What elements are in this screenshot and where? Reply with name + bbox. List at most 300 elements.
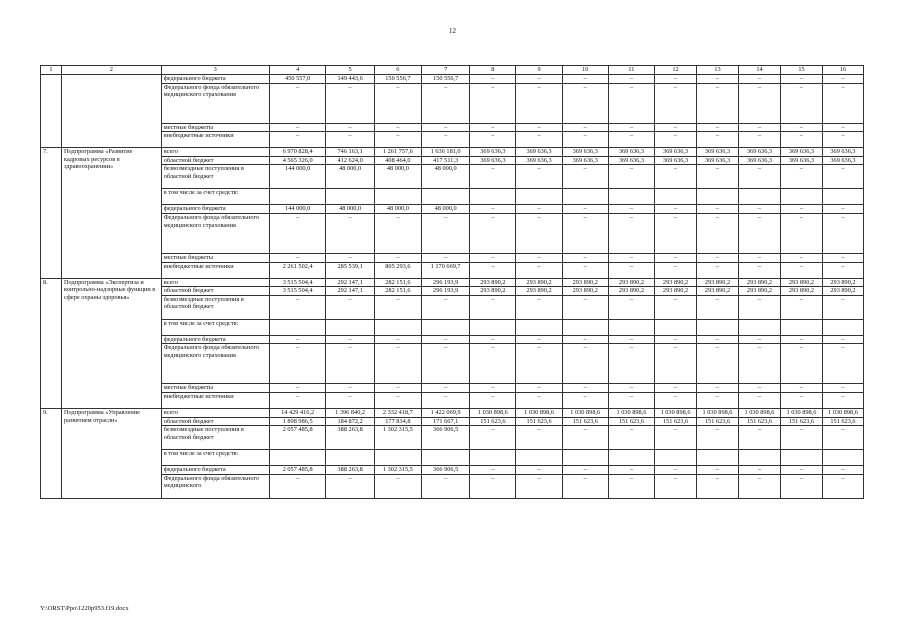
amount-cell: 1 422 069,9 (422, 408, 470, 417)
amount-cell: – (562, 295, 608, 319)
amount-cell: – (470, 83, 516, 123)
amount-cell: – (822, 213, 863, 253)
funding-source: внебюджетные источники (161, 262, 269, 278)
amount-cell: – (739, 335, 781, 344)
amount-cell: 151 623,6 (780, 417, 822, 426)
amount-cell: 3 515 504,4 (269, 287, 326, 296)
amount-cell: 417 511,3 (422, 156, 470, 165)
amount-cell: – (516, 83, 562, 123)
amount-cell: – (326, 474, 374, 498)
amount-cell: 149 443,6 (326, 75, 374, 84)
amount-cell: 171 667,1 (422, 417, 470, 426)
amount-cell: 450 557,0 (269, 75, 326, 84)
funding-source: внебюджетные источники (161, 392, 269, 408)
amount-cell: 293 890,2 (470, 278, 516, 287)
column-number: 5 (326, 66, 374, 75)
funding-source: Федерального фонда обязательного медицинского страхования (161, 344, 269, 384)
column-number: 6 (374, 66, 421, 75)
funding-source: местные бюджеты (161, 253, 269, 262)
amount-cell: 184 872,2 (326, 417, 374, 426)
amount-cell: – (326, 213, 374, 253)
amount-cell: – (780, 132, 822, 148)
amount-cell: 292 147,1 (326, 287, 374, 296)
amount-cell: 144 000,0 (269, 205, 326, 214)
funding-source: безвозмездные поступления в областной бюджет (161, 295, 269, 319)
amount-cell: – (470, 335, 516, 344)
column-number: 8 (470, 66, 516, 75)
amount-cell (655, 450, 697, 466)
amount-cell (422, 450, 470, 466)
amount-cell: 1 898 986,5 (269, 417, 326, 426)
amount-cell: 369 636,3 (697, 156, 739, 165)
amount-cell: 369 636,3 (516, 148, 562, 157)
amount-cell (269, 450, 326, 466)
column-number: 1 (41, 66, 62, 75)
amount-cell: – (739, 165, 781, 189)
amount-cell: – (422, 335, 470, 344)
amount-cell: – (470, 165, 516, 189)
amount-cell: – (780, 384, 822, 393)
amount-cell (822, 450, 863, 466)
amount-cell: – (697, 466, 739, 475)
amount-cell: 293 890,2 (697, 287, 739, 296)
amount-cell: 1 302 315,5 (374, 466, 421, 475)
amount-cell: – (655, 253, 697, 262)
table-row (41, 75, 864, 84)
amount-cell (470, 319, 516, 335)
amount-cell: 292 147,1 (326, 278, 374, 287)
amount-cell: 366 906,5 (422, 466, 470, 475)
amount-cell (374, 189, 421, 205)
amount-cell (608, 319, 654, 335)
amount-cell: – (516, 253, 562, 262)
amount-cell: – (739, 213, 781, 253)
amount-cell: 293 890,2 (655, 287, 697, 296)
amount-cell: 369 636,3 (655, 148, 697, 157)
amount-cell: – (780, 75, 822, 84)
footer-file-path: Y:\ORST\Ppo\1220p953.f19.docx (40, 605, 129, 612)
amount-cell: 151 623,6 (655, 417, 697, 426)
amount-cell: 1 170 669,7 (422, 262, 470, 278)
amount-cell: 48 000,0 (374, 205, 421, 214)
amount-cell (516, 319, 562, 335)
amount-cell: – (822, 335, 863, 344)
amount-cell: – (780, 205, 822, 214)
amount-cell (374, 319, 421, 335)
amount-cell: – (470, 205, 516, 214)
page-number: 12 (449, 27, 456, 35)
amount-cell: – (470, 384, 516, 393)
amount-cell (326, 189, 374, 205)
amount-cell: – (739, 253, 781, 262)
table-row (41, 205, 864, 214)
amount-cell: – (655, 344, 697, 384)
amount-cell: – (697, 474, 739, 498)
amount-cell: 369 636,3 (822, 156, 863, 165)
amount-cell: 293 890,2 (739, 278, 781, 287)
amount-cell (697, 189, 739, 205)
amount-cell: – (655, 474, 697, 498)
amount-cell: 150 556,7 (374, 75, 421, 84)
table-row (41, 392, 864, 408)
amount-cell: – (697, 344, 739, 384)
amount-cell: 369 636,3 (780, 148, 822, 157)
amount-cell (697, 319, 739, 335)
amount-cell: – (516, 123, 562, 132)
amount-cell (326, 450, 374, 466)
amount-cell: – (608, 75, 654, 84)
amount-cell: 3 515 504,4 (269, 278, 326, 287)
column-number-row (41, 66, 864, 75)
amount-cell: 805 293,6 (374, 262, 421, 278)
amount-cell (269, 319, 326, 335)
amount-cell: – (470, 262, 516, 278)
amount-cell: – (608, 474, 654, 498)
amount-cell: – (269, 213, 326, 253)
table-row (41, 278, 864, 287)
funding-source: безвозмездные поступления в областной бюджет (161, 426, 269, 450)
funding-source: федерального бюджета (161, 466, 269, 475)
table-row (41, 262, 864, 278)
amount-cell: – (516, 75, 562, 84)
amount-cell: – (822, 83, 863, 123)
amount-cell: – (822, 474, 863, 498)
amount-cell: – (562, 205, 608, 214)
amount-cell: 1 030 898,6 (822, 408, 863, 417)
amount-cell (269, 189, 326, 205)
subprogram-number: 7. (41, 148, 62, 278)
amount-cell: – (470, 474, 516, 498)
amount-cell: 1 396 840,2 (326, 408, 374, 417)
amount-cell: – (697, 253, 739, 262)
amount-cell: 369 636,3 (739, 156, 781, 165)
amount-cell (739, 450, 781, 466)
amount-cell (780, 189, 822, 205)
amount-cell: 293 890,2 (780, 278, 822, 287)
amount-cell: – (822, 123, 863, 132)
amount-cell: – (326, 392, 374, 408)
amount-cell: – (739, 384, 781, 393)
column-number: 13 (697, 66, 739, 75)
amount-cell: – (739, 132, 781, 148)
amount-cell: – (655, 213, 697, 253)
amount-cell: – (655, 384, 697, 393)
amount-cell: 177 834,8 (374, 417, 421, 426)
amount-cell: – (516, 295, 562, 319)
amount-cell (655, 319, 697, 335)
amount-cell: 144 000,0 (269, 165, 326, 189)
amount-cell: 293 890,2 (608, 287, 654, 296)
amount-cell: – (655, 392, 697, 408)
amount-cell: – (562, 262, 608, 278)
amount-cell: – (780, 295, 822, 319)
amount-cell (608, 189, 654, 205)
amount-cell: – (780, 474, 822, 498)
table-row (41, 408, 864, 417)
amount-cell: – (326, 335, 374, 344)
amount-cell: – (739, 344, 781, 384)
amount-cell: – (739, 75, 781, 84)
amount-cell: 282 151,6 (374, 287, 421, 296)
amount-cell: – (822, 75, 863, 84)
amount-cell: – (516, 213, 562, 253)
amount-cell: – (374, 335, 421, 344)
table-row (41, 83, 864, 123)
funding-source: Федерального фонда обязательного медицинского страхования (161, 213, 269, 253)
table-row (41, 213, 864, 253)
amount-cell: 293 890,2 (822, 278, 863, 287)
amount-cell: 48 000,0 (422, 205, 470, 214)
funding-source: федерального бюджета (161, 205, 269, 214)
column-number: 11 (608, 66, 654, 75)
amount-cell: – (780, 392, 822, 408)
amount-cell: – (374, 123, 421, 132)
amount-cell: 2 057 485,8 (269, 426, 326, 450)
amount-cell: – (608, 253, 654, 262)
amount-cell: – (697, 335, 739, 344)
amount-cell: – (269, 474, 326, 498)
table-row (41, 344, 864, 384)
amount-cell: 1 302 315,5 (374, 426, 421, 450)
amount-cell: 151 623,6 (822, 417, 863, 426)
table-row (41, 474, 864, 498)
amount-cell: – (655, 75, 697, 84)
amount-cell: – (374, 83, 421, 123)
amount-cell: – (562, 253, 608, 262)
amount-cell: – (655, 83, 697, 123)
amount-cell: – (739, 426, 781, 450)
table-row (41, 426, 864, 450)
amount-cell: 2 057 485,8 (269, 466, 326, 475)
amount-cell: – (562, 83, 608, 123)
table-row (41, 148, 864, 157)
amount-cell: 2 261 502,4 (269, 262, 326, 278)
amount-cell: 1 030 898,6 (470, 408, 516, 417)
amount-cell: – (697, 75, 739, 84)
funding-source: в том числе за счет средств: (161, 189, 269, 205)
amount-cell: – (655, 426, 697, 450)
amount-cell: 369 636,3 (470, 148, 516, 157)
column-number: 16 (822, 66, 863, 75)
table-row (41, 450, 864, 466)
amount-cell: – (516, 384, 562, 393)
amount-cell: 369 636,3 (562, 148, 608, 157)
amount-cell: – (739, 295, 781, 319)
amount-cell (739, 189, 781, 205)
amount-cell: 296 193,9 (422, 287, 470, 296)
amount-cell: – (780, 426, 822, 450)
amount-cell: – (422, 392, 470, 408)
amount-cell: – (608, 213, 654, 253)
amount-cell (822, 189, 863, 205)
amount-cell: 4 565 326,0 (269, 156, 326, 165)
amount-cell: – (822, 205, 863, 214)
column-number: 7 (422, 66, 470, 75)
amount-cell: – (608, 295, 654, 319)
amount-cell: 293 890,2 (470, 287, 516, 296)
amount-cell: – (608, 262, 654, 278)
funding-source: безвозмездные поступления в областной бюджет (161, 165, 269, 189)
amount-cell: 1 636 181,0 (422, 148, 470, 157)
funding-source: местные бюджеты (161, 123, 269, 132)
column-number: 4 (269, 66, 326, 75)
amount-cell: – (739, 474, 781, 498)
amount-cell: – (516, 165, 562, 189)
table-row (41, 287, 864, 296)
amount-cell: – (470, 295, 516, 319)
amount-cell (470, 189, 516, 205)
amount-cell: – (780, 165, 822, 189)
amount-cell: 2 332 418,7 (374, 408, 421, 417)
amount-cell: 293 890,2 (655, 278, 697, 287)
amount-cell: 746 163,1 (326, 148, 374, 157)
amount-cell: – (269, 392, 326, 408)
column-number: 10 (562, 66, 608, 75)
amount-cell: – (422, 344, 470, 384)
amount-cell: – (374, 132, 421, 148)
amount-cell: 369 636,3 (739, 148, 781, 157)
amount-cell: 6 970 828,4 (269, 148, 326, 157)
amount-cell: – (608, 426, 654, 450)
amount-cell: – (655, 262, 697, 278)
amount-cell: – (822, 295, 863, 319)
amount-cell: – (780, 344, 822, 384)
funding-source: Федерального фонда обязательного медицинского (161, 474, 269, 498)
amount-cell: 151 623,6 (608, 417, 654, 426)
amount-cell: – (326, 253, 374, 262)
amount-cell: – (822, 466, 863, 475)
amount-cell: 369 636,3 (780, 156, 822, 165)
subprogram-title: Подпрограмма «Управление развитием отрасли» (61, 408, 161, 498)
table-row (41, 253, 864, 262)
amount-cell: 408 464,0 (374, 156, 421, 165)
amount-cell: 151 623,6 (697, 417, 739, 426)
amount-cell: – (697, 165, 739, 189)
amount-cell: – (374, 392, 421, 408)
amount-cell (562, 450, 608, 466)
amount-cell: – (516, 344, 562, 384)
column-number: 15 (780, 66, 822, 75)
amount-cell: – (739, 205, 781, 214)
amount-cell: – (608, 344, 654, 384)
amount-cell: – (326, 123, 374, 132)
amount-cell: – (516, 335, 562, 344)
amount-cell: 293 890,2 (697, 278, 739, 287)
amount-cell: – (739, 262, 781, 278)
amount-cell: – (470, 132, 516, 148)
amount-cell: – (739, 123, 781, 132)
amount-cell: – (655, 335, 697, 344)
amount-cell (822, 319, 863, 335)
amount-cell (562, 319, 608, 335)
amount-cell: – (516, 474, 562, 498)
amount-cell: – (470, 344, 516, 384)
amount-cell: – (822, 384, 863, 393)
amount-cell: 293 890,2 (780, 287, 822, 296)
amount-cell: – (516, 466, 562, 475)
amount-cell: – (697, 426, 739, 450)
amount-cell: – (822, 344, 863, 384)
amount-cell: – (516, 132, 562, 148)
amount-cell: 151 623,6 (470, 417, 516, 426)
amount-cell: 388 263,8 (326, 426, 374, 450)
amount-cell: – (780, 83, 822, 123)
amount-cell: – (822, 253, 863, 262)
amount-cell: 1 030 898,6 (697, 408, 739, 417)
subprogram-title: Подпрограмма «Развитие кадровых ресурсов в здравоохранении» (61, 148, 161, 278)
amount-cell: – (562, 426, 608, 450)
amount-cell: – (470, 253, 516, 262)
amount-cell: – (780, 262, 822, 278)
funding-source: областной бюджет (161, 287, 269, 296)
amount-cell: – (470, 426, 516, 450)
amount-cell: – (697, 262, 739, 278)
amount-cell: – (516, 205, 562, 214)
amount-cell: – (655, 165, 697, 189)
amount-cell: 369 636,3 (697, 148, 739, 157)
amount-cell: – (608, 83, 654, 123)
amount-cell: 388 263,8 (326, 466, 374, 475)
amount-cell: 1 030 898,6 (780, 408, 822, 417)
amount-cell: 366 906,5 (422, 426, 470, 450)
amount-cell: – (697, 392, 739, 408)
column-number: 3 (161, 66, 269, 75)
amount-cell: 1 030 898,6 (562, 408, 608, 417)
amount-cell: – (608, 384, 654, 393)
amount-cell: – (608, 205, 654, 214)
amount-cell: 1 030 898,6 (608, 408, 654, 417)
funding-source: всего (161, 408, 269, 417)
column-number: 14 (739, 66, 781, 75)
amount-cell: – (780, 335, 822, 344)
table-row (41, 319, 864, 335)
funding-source: местные бюджеты (161, 384, 269, 393)
amount-cell: – (697, 213, 739, 253)
subprogram-number: 9. (41, 408, 62, 498)
column-number: 2 (61, 66, 161, 75)
amount-cell: – (374, 344, 421, 384)
amount-cell (780, 450, 822, 466)
amount-cell: 369 636,3 (655, 156, 697, 165)
budget-table (40, 65, 864, 499)
amount-cell: 14 429 416,2 (269, 408, 326, 417)
amount-cell: 48 000,0 (326, 165, 374, 189)
amount-cell: 293 890,2 (562, 278, 608, 287)
amount-cell: – (470, 75, 516, 84)
amount-cell: 369 636,3 (516, 156, 562, 165)
amount-cell: 369 636,3 (822, 148, 863, 157)
funding-source: внебюджетные источники (161, 132, 269, 148)
amount-cell: – (470, 392, 516, 408)
amount-cell: – (822, 132, 863, 148)
amount-cell: – (608, 165, 654, 189)
amount-cell: – (422, 474, 470, 498)
amount-cell: – (422, 253, 470, 262)
amount-cell (374, 450, 421, 466)
amount-cell: – (374, 213, 421, 253)
amount-cell: 1 030 898,6 (655, 408, 697, 417)
amount-cell: – (422, 213, 470, 253)
amount-cell: 369 636,3 (470, 156, 516, 165)
amount-cell: – (697, 83, 739, 123)
amount-cell: – (269, 384, 326, 393)
amount-cell: 1 261 757,6 (374, 148, 421, 157)
amount-cell (422, 319, 470, 335)
amount-cell: – (608, 123, 654, 132)
table-row (41, 123, 864, 132)
amount-cell: – (697, 132, 739, 148)
amount-cell (470, 450, 516, 466)
